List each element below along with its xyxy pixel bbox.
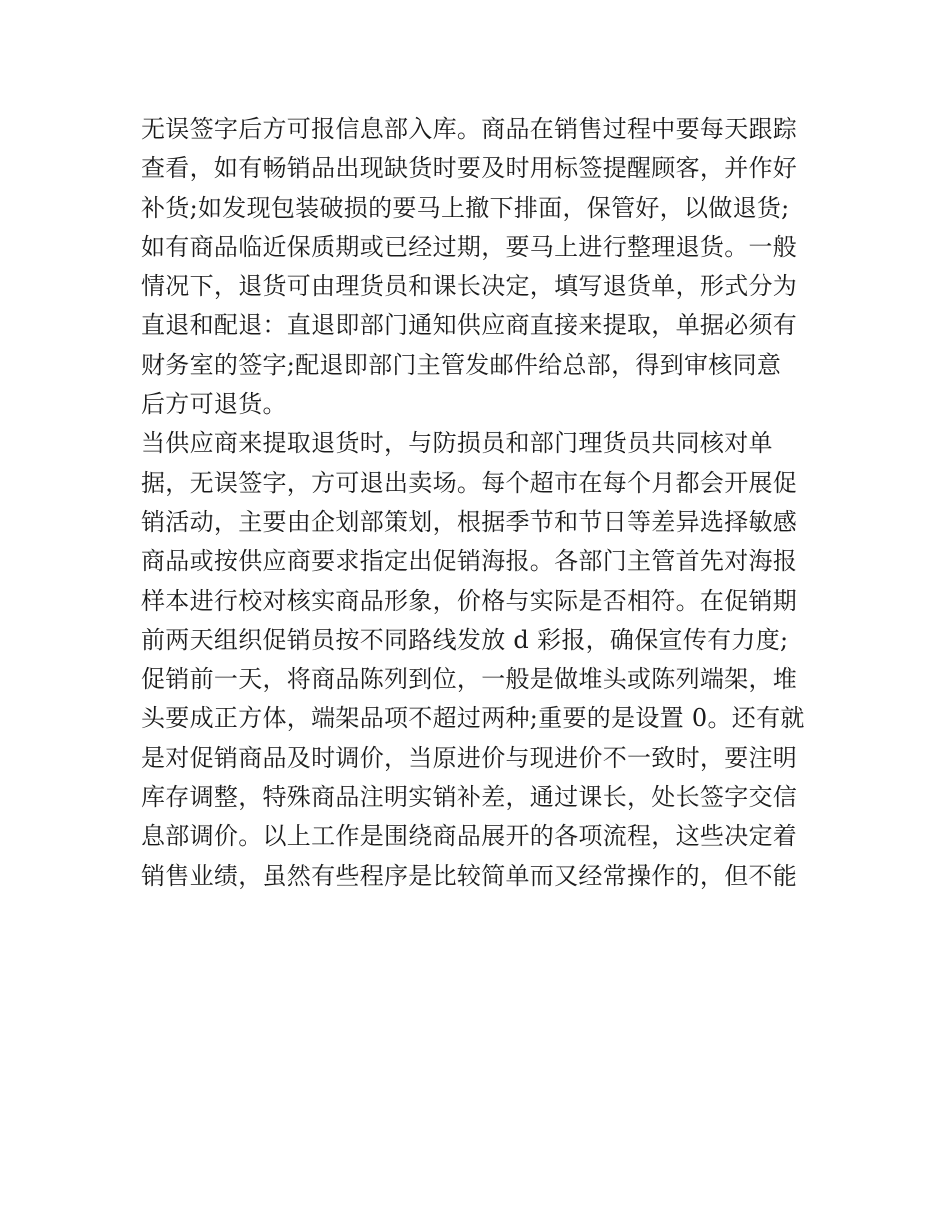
text-line: 头要成正方体，端架品项不超过两种;重要的是设置 0。还有就 — [141, 704, 805, 733]
text-line: 前两天组织促销员按不同路线发放 d 彩报，确保宣传有力度; — [141, 625, 789, 654]
text-line: 后方可退货。 — [141, 390, 287, 419]
text-line: 查看，如有畅销品出现缺货时要及时用标签提醒顾客，并作好 — [141, 154, 798, 183]
body-text — [141, 110, 821, 896]
text-line: 销活动，主要由企划部策划，根据季节和节日等差异选择敏感 — [141, 507, 798, 536]
text-line: 补货;如发现包装破损的要马上撤下排面，保管好，以做退货; — [141, 193, 790, 222]
text-line: 情况下，退货可由理货员和课长决定，填写退货单，形式分为 — [141, 272, 798, 301]
paragraph-1 — [141, 110, 821, 424]
text-line: 如有商品临近保质期或已经过期，要马上进行整理退货。一般 — [141, 232, 798, 261]
text-line: 财务室的签字;配退即部门主管发邮件给总部，得到审核同意 — [141, 350, 782, 379]
text-line: 直退和配退：直退即部门通知供应商直接来提取，单据必须有 — [141, 311, 798, 340]
text-line: 销售业绩，虽然有些程序是比较简单而又经常操作的，但不能 — [141, 861, 798, 890]
text-line: 商品或按供应商要求指定出促销海报。各部门主管首先对海报 — [141, 547, 798, 576]
text-line: 无误签字后方可报信息部入库。商品在销售过程中要每天跟踪 — [141, 115, 798, 143]
text-line: 库存调整，特殊商品注明实销补差，通过课长，处长签字交信 — [141, 783, 798, 812]
text-line: 当供应商来提取退货时，与防损员和部门理货员共同核对单 — [141, 429, 773, 458]
text-line: 样本进行校对核实商品形象，价格与实际是否相符。在促销期 — [141, 586, 798, 615]
text-line: 据，无误签字，方可退出卖场。每个超市在每个月都会开展促 — [141, 468, 798, 497]
paragraph-2 — [141, 424, 821, 896]
text-line: 息部调价。以上工作是围绕商品展开的各项流程，这些决定着 — [141, 822, 798, 851]
text-line: 促销前一天，将商品陈列到位，一般是做堆头或陈列端架，堆 — [141, 665, 798, 694]
text-line: 是对促销商品及时调价，当原进价与现进价不一致时，要注明 — [141, 743, 798, 772]
